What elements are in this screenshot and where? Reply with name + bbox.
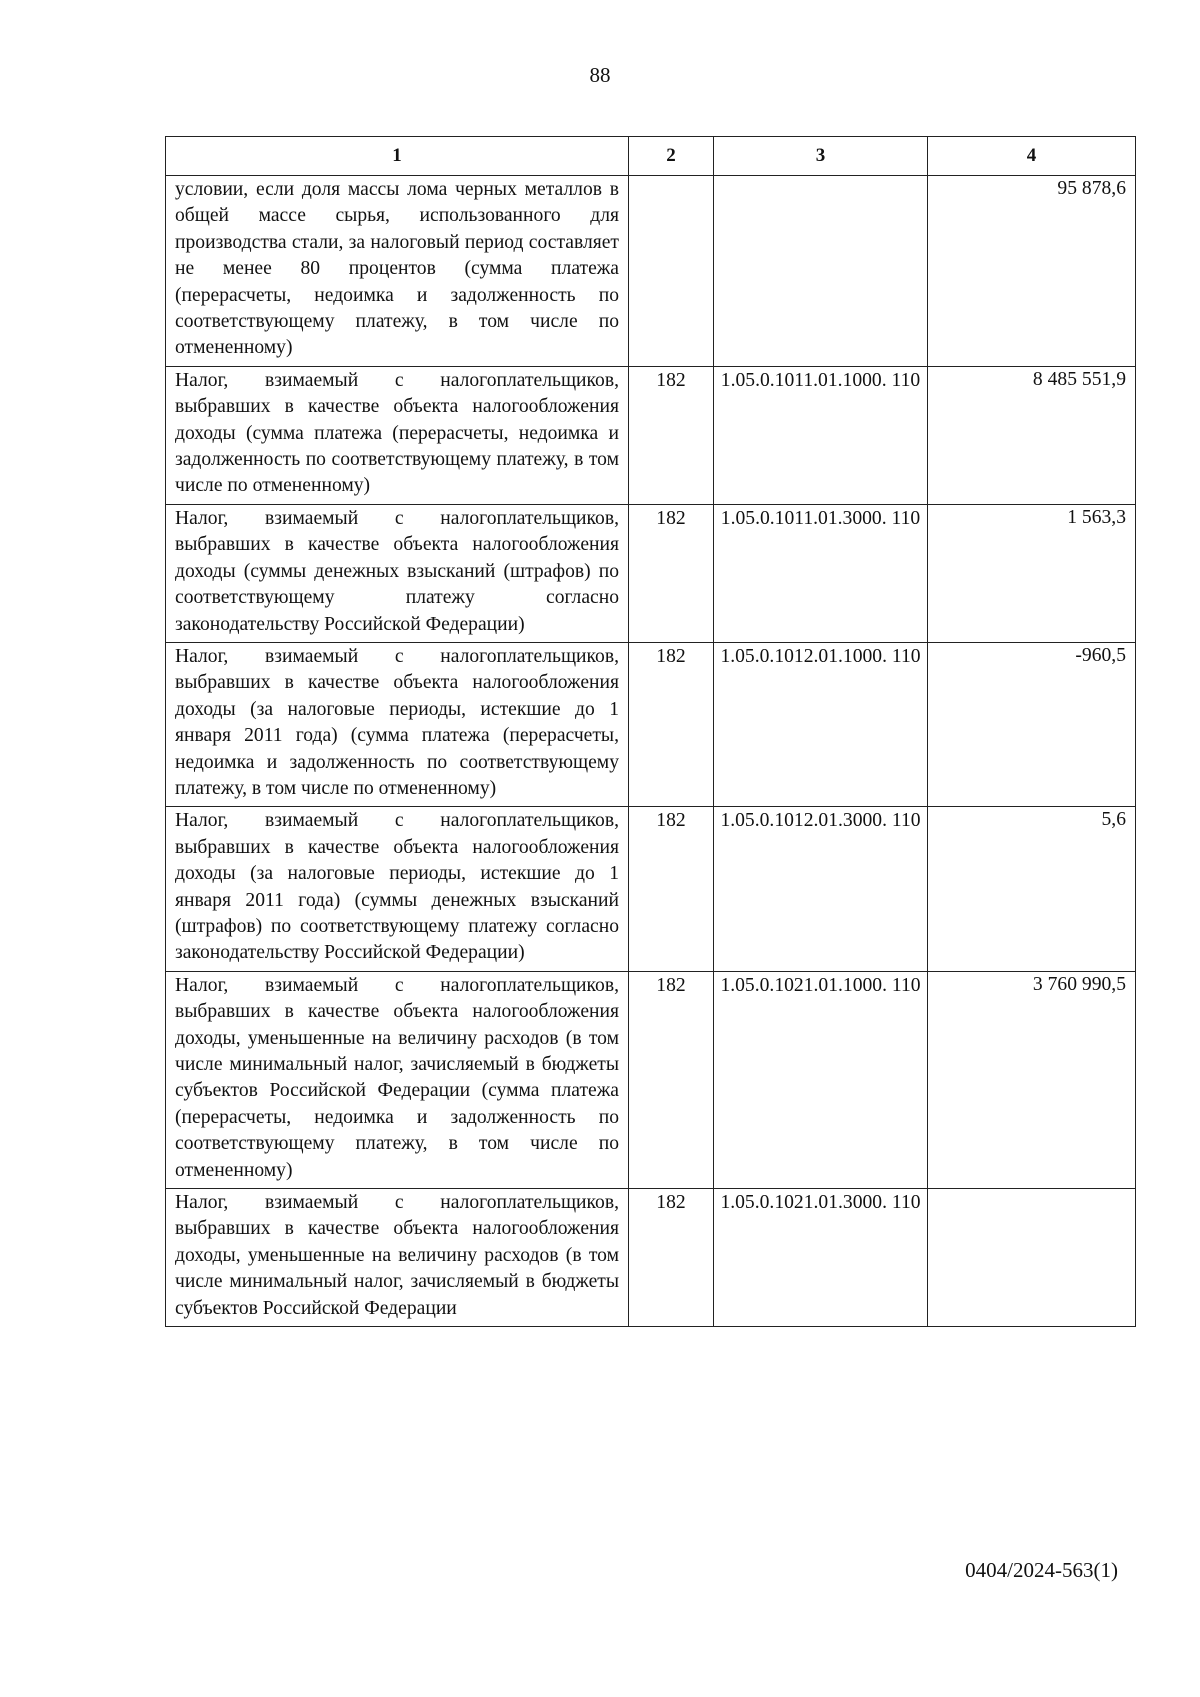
table-header <box>166 137 1136 176</box>
row-kbk-code: 1.05.0.1012.01.3000. 110 <box>714 807 928 971</box>
row-kbk-code <box>714 176 928 367</box>
row-amount <box>928 1189 1136 1327</box>
table-row <box>166 642 1136 806</box>
table-row <box>166 504 1136 642</box>
row-description: Налог, взимаемый с налогоплательщиков, выбравших в качестве объекта налогообложения доходы (за налоговые периоды, истекшие до 1 января 2011 года) (суммы денежных взысканий (штрафов) по соответствующему платежу согласно законодательству Российской Федерации) <box>166 807 629 971</box>
row-admin-code <box>629 176 714 367</box>
table-row <box>166 176 1136 367</box>
row-kbk-code: 1.05.0.1011.01.1000. 110 <box>714 366 928 504</box>
row-kbk-code: 1.05.0.1012.01.1000. 110 <box>714 642 928 806</box>
table-row <box>166 1189 1136 1327</box>
row-description: Налог, взимаемый с налогоплательщиков, выбравших в качестве объекта налогообложения доходы (за налоговые периоды, истекшие до 1 января 2011 года) (сумма платежа (перерасчеты, недоимка и задолженность по соответствующему платежу, в том числе по отмененному) <box>166 642 629 806</box>
row-description: Налог, взимаемый с налогоплательщиков, выбравших в качестве объекта налогообложения доходы, уменьшенные на величину расходов (в том числе минимальный налог, зачисляемый в бюджеты субъектов Российской Федерации <box>166 1189 629 1327</box>
row-amount: 1 563,3 <box>928 504 1136 642</box>
row-amount: -960,5 <box>928 642 1136 806</box>
table-row <box>166 971 1136 1188</box>
budget-revenue-table <box>165 136 1136 1327</box>
row-admin-code: 182 <box>629 1189 714 1327</box>
table-row <box>166 807 1136 971</box>
row-admin-code: 182 <box>629 642 714 806</box>
page-number: 88 <box>589 63 611 87</box>
document-registration-code: 0404/2024-563(1) <box>965 1558 1118 1582</box>
column-header-1: 1 <box>166 137 629 176</box>
row-admin-code: 182 <box>629 971 714 1188</box>
header-row <box>166 137 1136 176</box>
row-amount: 95 878,6 <box>928 176 1136 367</box>
row-amount: 5,6 <box>928 807 1136 971</box>
column-header-2: 2 <box>629 137 714 176</box>
column-header-4: 4 <box>928 137 1136 176</box>
row-kbk-code: 1.05.0.1021.01.3000. 110 <box>714 1189 928 1327</box>
row-admin-code: 182 <box>629 504 714 642</box>
row-admin-code: 182 <box>629 366 714 504</box>
row-kbk-code: 1.05.0.1021.01.1000. 110 <box>714 971 928 1188</box>
column-header-3: 3 <box>714 137 928 176</box>
row-description: условии, если доля массы лома черных металлов в общей массе сырья, использованного для производства стали, за налоговый период составляет не менее 80 процентов (сумма платежа (перерасчеты, недоимка и задолженность по соответствующему платежу, в том числе по отмененному) <box>166 176 629 367</box>
row-description: Налог, взимаемый с налогоплательщиков, выбравших в качестве объекта налогообложения доходы (суммы денежных взысканий (штрафов) по соответствующему платежу согласно законодательству Российской Федерации) <box>166 504 629 642</box>
row-admin-code: 182 <box>629 807 714 971</box>
row-amount: 3 760 990,5 <box>928 971 1136 1188</box>
row-kbk-code: 1.05.0.1011.01.3000. 110 <box>714 504 928 642</box>
row-amount: 8 485 551,9 <box>928 366 1136 504</box>
table-row <box>166 366 1136 504</box>
row-description: Налог, взимаемый с налогоплательщиков, выбравших в качестве объекта налогообложения доходы, уменьшенные на величину расходов (в том числе минимальный налог, зачисляемый в бюджеты субъектов Российской Федерации (сумма платежа (перерасчеты, недоимка и задолженность по соответствующему платежу, в том числе по отмененному) <box>166 971 629 1188</box>
table-body <box>166 176 1136 1327</box>
row-description: Налог, взимаемый с налогоплательщиков, выбравших в качестве объекта налогообложения доходы (сумма платежа (перерасчеты, недоимка и задолженность по соответствующему платежу, в том числе по отмененному) <box>166 366 629 504</box>
